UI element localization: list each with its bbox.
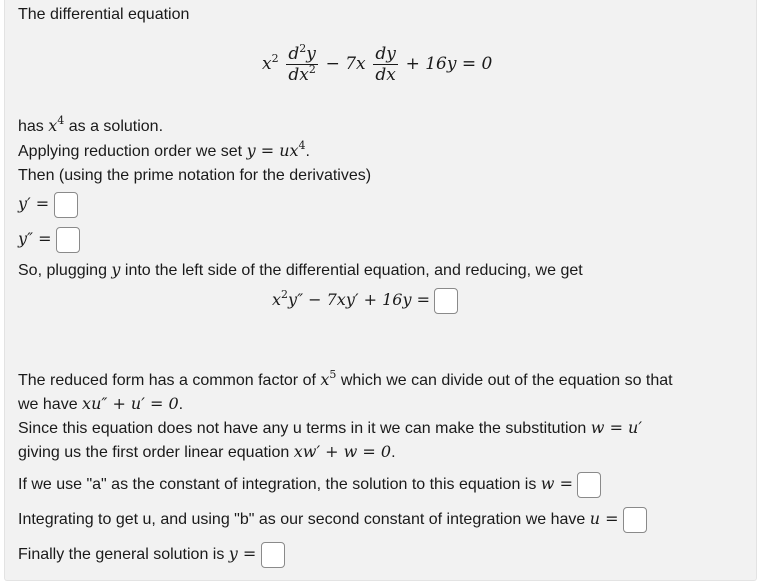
y-prime-input[interactable] [54, 192, 78, 218]
second-derivative-fraction: $\frac{d^2y}{dx^2}$ [288, 42, 316, 85]
plugging-text: So, plugging y into the left side of the differential equation, and reducing, we get [18, 260, 583, 279]
y-double-prime-input[interactable] [56, 227, 80, 253]
we-have-text: we have xu″ + u′ = 0. [18, 394, 184, 413]
reduced-equation-input[interactable] [434, 288, 458, 314]
intro-text: The differential equation [18, 6, 190, 23]
first-order-text: giving us the first order linear equation xw′ + w = 0. [18, 442, 396, 461]
general-solution-row: Finally the general solution is y = [18, 542, 285, 568]
prime-note-text: Then (using the prime notation for the derivatives) [18, 167, 372, 184]
substitution-text: Since this equation does not have any u terms in it we can make the substitution w = u′ [18, 418, 642, 437]
first-derivative-fraction: $\frac{dy}{dx}$ [375, 44, 396, 85]
main-equation: $x^2$ $\frac{d^2y}{dx^2}$ − 7x $\frac{dy}{dx}$ + 16y = 0 [262, 42, 493, 85]
u-solution-input[interactable] [623, 507, 647, 533]
y-prime-row: y′ = [18, 192, 78, 218]
reduced-equation-row: $x^2y'' - 7xy' + 16y$ = [272, 288, 458, 314]
u-solution-row: Integrating to get u, and using "b" as our second constant of integration we have u = [18, 507, 647, 533]
y-double-prime-row: y″ = [18, 227, 80, 253]
has-solution-text: has $x^4$ as a solution. [18, 114, 164, 135]
reduction-text: Applying reduction order we set $y = ux^4$. [18, 139, 310, 160]
w-solution-input[interactable] [577, 472, 601, 498]
general-solution-input[interactable] [261, 542, 285, 568]
w-solution-row: If we use "a" as the constant of integration, the solution to this equation is w = [18, 472, 601, 498]
common-factor-text: The reduced form has a common factor of $x^5$ which we can divide out of the equation so that [18, 368, 673, 389]
